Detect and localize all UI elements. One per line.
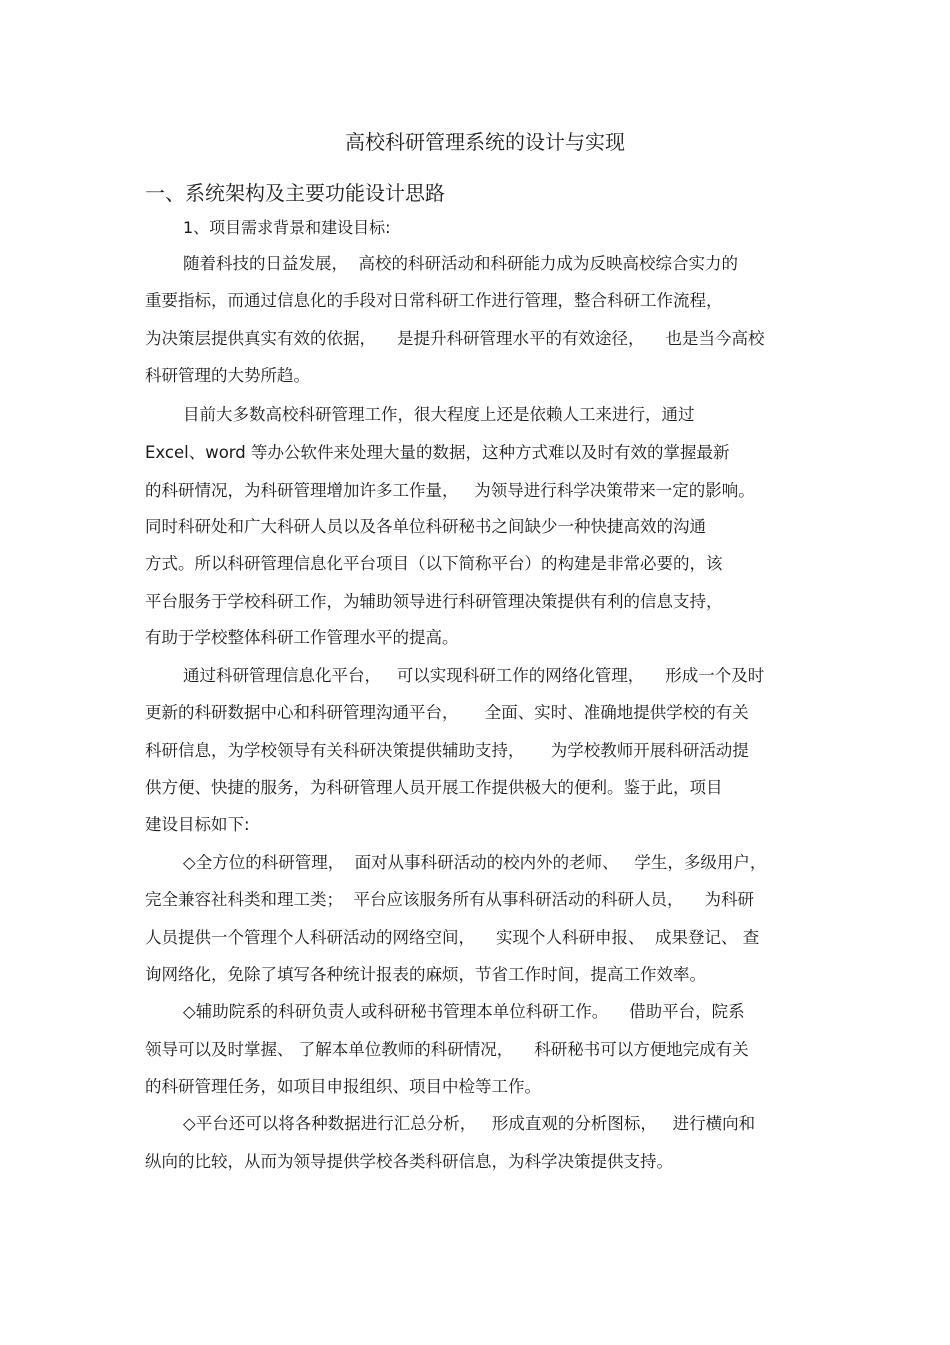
- paragraph-line: 的科研情况，为科研管理增加许多工作量， 为领导进行科学决策带来一定的影响。: [145, 481, 755, 500]
- paragraph-line: 询网络化，免除了填写各种统计报表的麻烦，节省工作时间，提高工作效率。: [145, 965, 706, 984]
- paragraph-line: 更新的科研数据中心和科研管理沟通平台， 全面、实时、准确地提供学校的有关: [145, 703, 749, 722]
- paragraph-line: 科研信息，为学校领导有关科研决策提供辅助支持， 为学校教师开展科研活动提: [145, 741, 749, 760]
- sub-heading: 1、项目需求背景和建设目标:: [183, 218, 391, 237]
- paragraph-line: Excel、word 等办公软件来处理大量的数据，这种方式难以及时有效的掌握最新: [145, 443, 730, 462]
- paragraph-line: 人员提供一个管理个人科研活动的网络空间， 实现个人科研申报、 成果登记、 查: [145, 928, 760, 947]
- document-title: 高校科研管理系统的设计与实现: [345, 130, 625, 154]
- paragraph-line: 目前大多数高校科研管理工作，很大程度上还是依赖人工来进行，通过: [183, 405, 695, 424]
- paragraph-line: 纵向的比较，从而为领导提供学校各类科研信息，为科学决策提供支持。: [145, 1152, 673, 1171]
- paragraph-line: ◇平台还可以将各种数据进行汇总分析， 形成直观的分析图标， 进行横向和: [183, 1114, 756, 1133]
- paragraph-line: 科研管理的大势所趋。: [145, 366, 310, 385]
- paragraph-line: 重要指标，而通过信息化的手段对日常科研工作进行管理，整合科研工作流程，: [145, 291, 723, 310]
- paragraph-line: 完全兼容社科类和理工类； 平台应该服务所有从事科研活动的科研人员， 为科研: [145, 890, 754, 909]
- paragraph-line: 建设目标如下:: [145, 815, 250, 834]
- paragraph-line: ◇全方位的科研管理， 面对从事科研活动的校内外的老师、 学生，多级用户，: [183, 853, 767, 872]
- paragraph-line: 随着科技的日益发展， 高校的科研活动和科研能力成为反映高校综合实力的: [183, 254, 738, 273]
- paragraph-line: 的科研管理任务，如项目申报组织、项目中检等工作。: [145, 1077, 541, 1096]
- paragraph-line: 方式。所以科研管理信息化平台项目（以下简称平台）的构建是非常必要的，该: [145, 554, 723, 573]
- paragraph-line: 有助于学校整体科研工作管理水平的提高。: [145, 628, 459, 647]
- paragraph-line: 供方便、快捷的服务，为科研管理人员开展工作提供极大的便利。鉴于此，项目: [145, 778, 723, 797]
- paragraph-line: 同时科研处和广大科研人员以及各单位科研秘书之间缺少一种快捷高效的沟通: [145, 517, 706, 536]
- paragraph-line: 领导可以及时掌握、 了解本单位教师的科研情况， 科研秘书可以方便地完成有关: [145, 1040, 749, 1059]
- paragraph-line: 为决策层提供真实有效的依据， 是提升科研管理水平的有效途径， 也是当今高校: [145, 329, 765, 348]
- paragraph-line: 通过科研管理信息化平台， 可以实现科研工作的网络化管理， 形成一个及时: [183, 666, 765, 685]
- paragraph-line: ◇辅助院系的科研负责人或科研秘书管理本单位科研工作。 借助平台，院系: [183, 1002, 745, 1021]
- section-heading: 一、系统架构及主要功能设计思路: [145, 181, 445, 205]
- paragraph-line: 平台服务于学校科研工作，为辅助领导进行科研管理决策提供有利的信息支持，: [145, 592, 723, 611]
